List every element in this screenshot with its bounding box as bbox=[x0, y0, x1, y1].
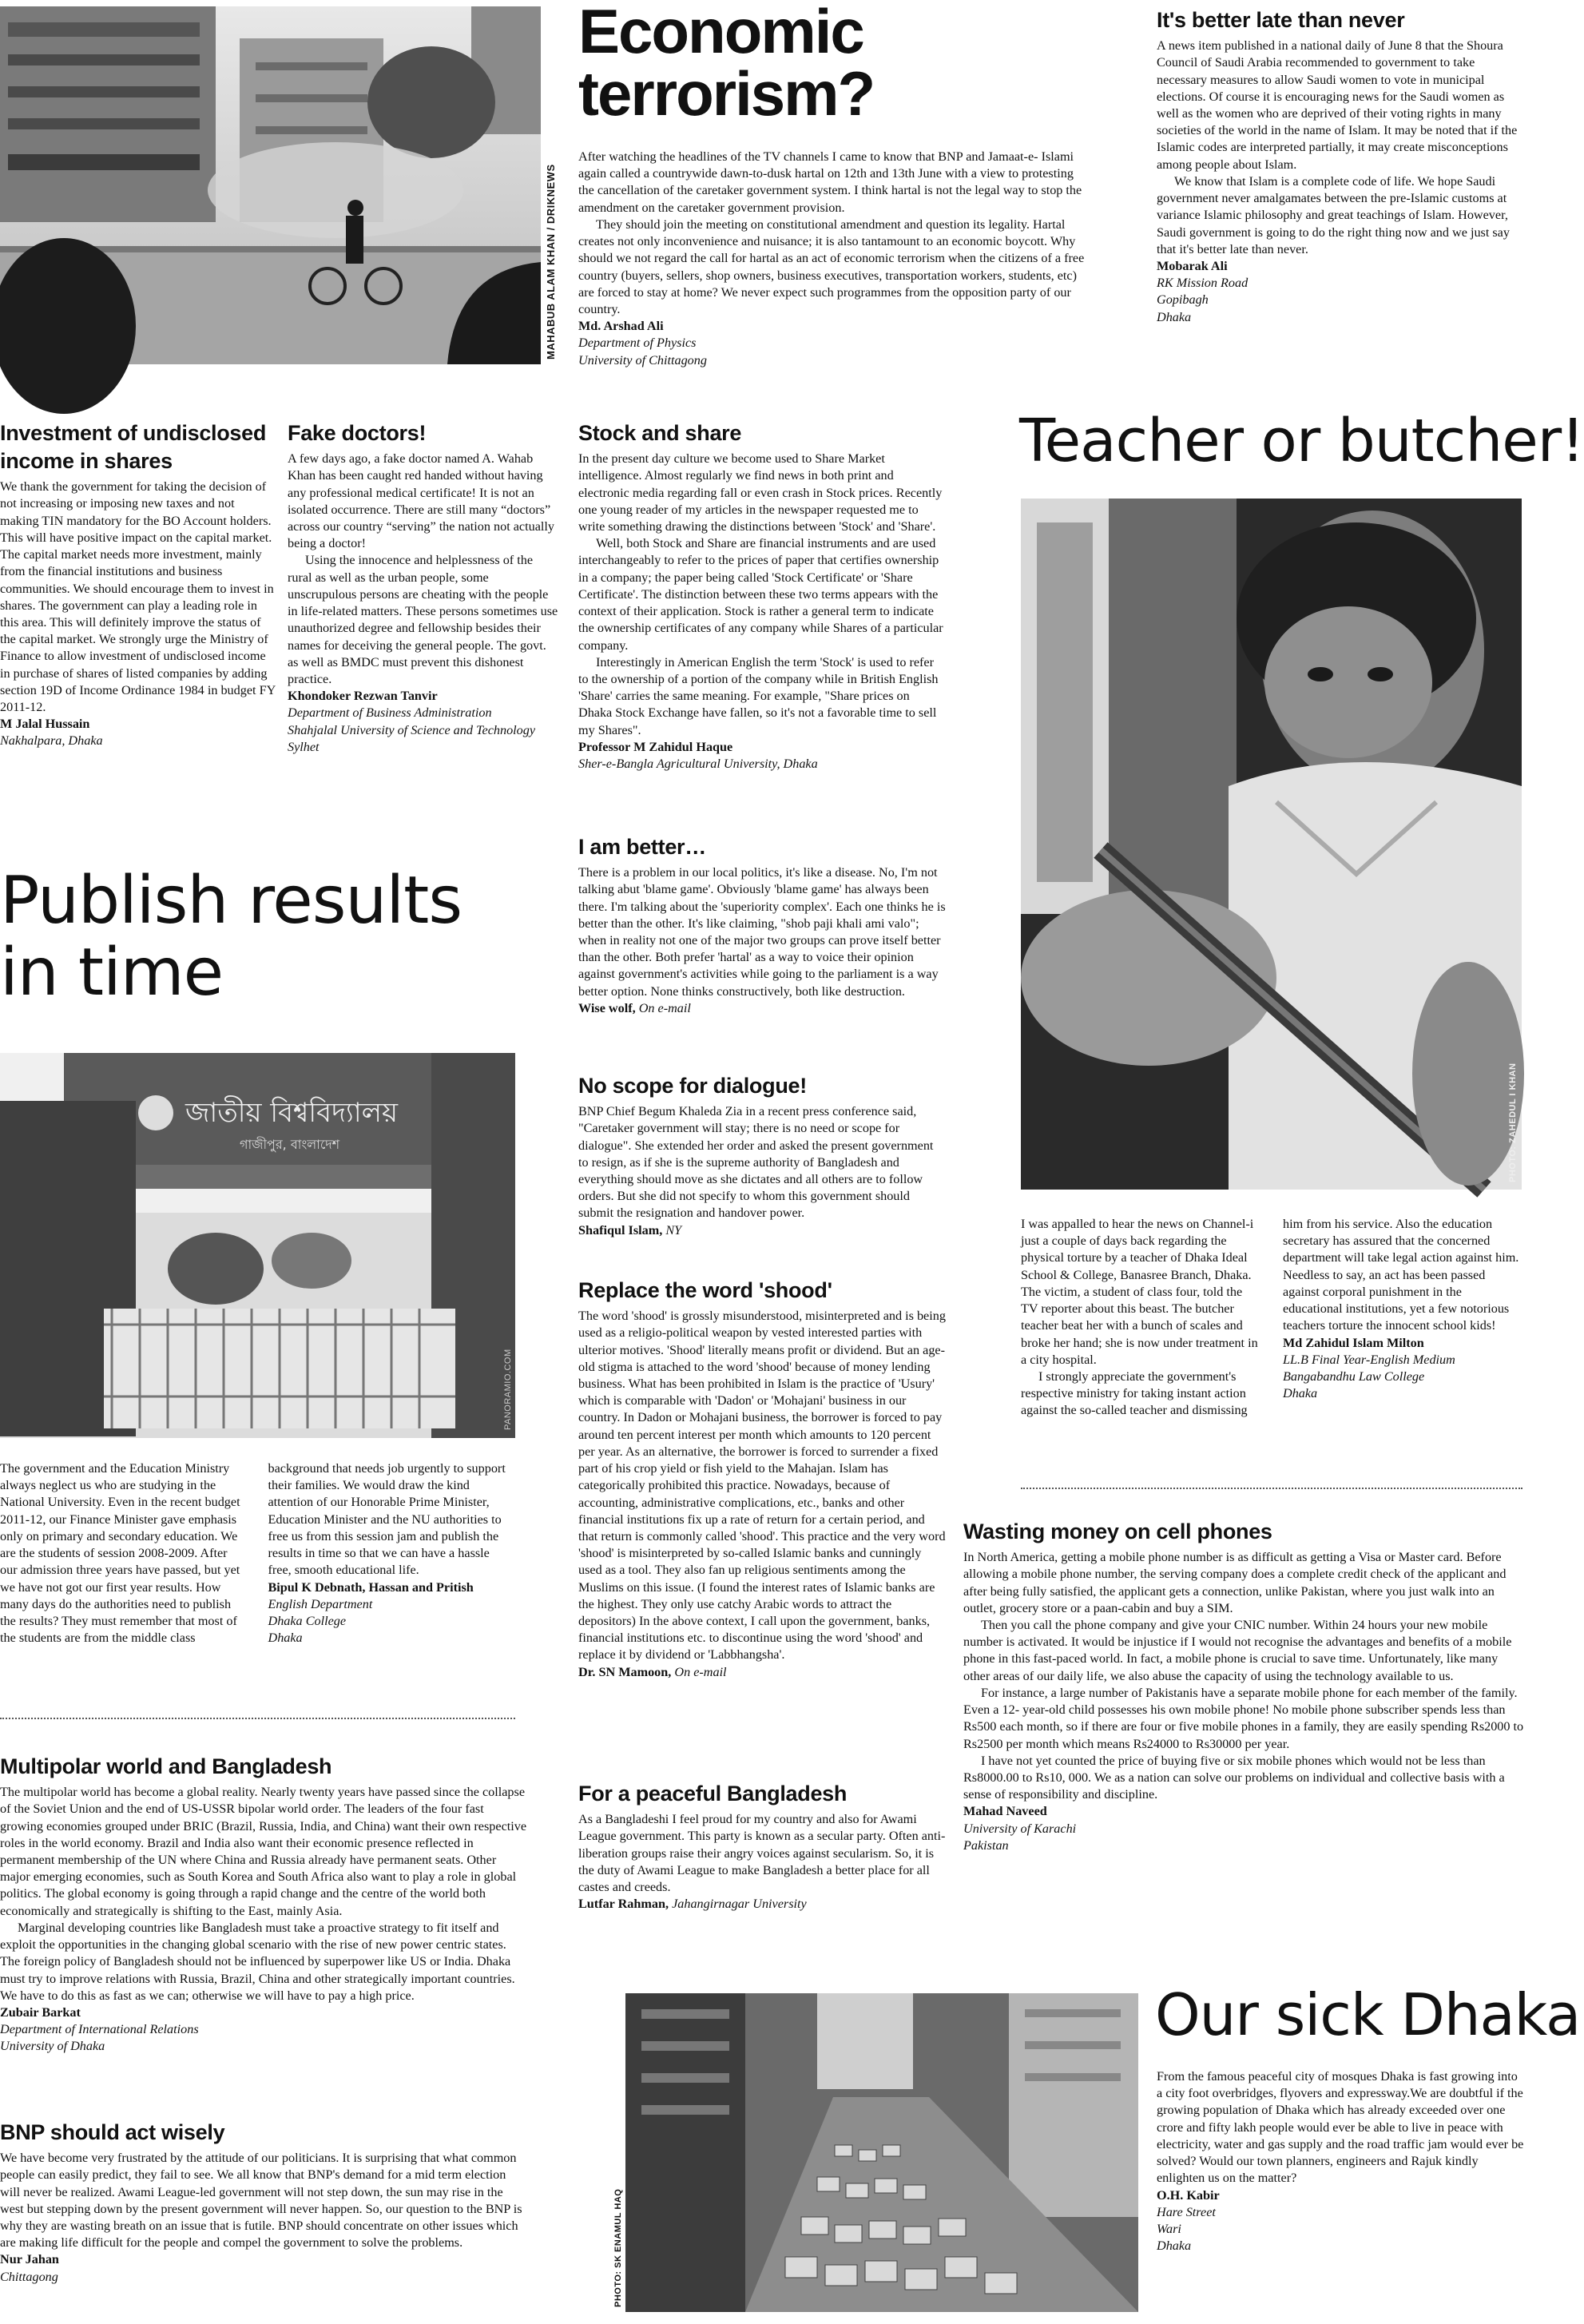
noscope-aff: NY bbox=[665, 1222, 682, 1237]
traffic-photo-credit: PHOTO: SK ENAMUL HAQ bbox=[613, 2188, 623, 2307]
dhaka-aff-3: Dhaka bbox=[1157, 2239, 1192, 2254]
shood-title: Replace the word 'shood' bbox=[578, 1278, 832, 1302]
gate-sign-subtext: গাজীপুর, বাংলাদেশ bbox=[240, 1137, 340, 1152]
better-author: Wise wolf, bbox=[578, 1000, 636, 1015]
better-letter bbox=[578, 833, 946, 1017]
noscope-author: Shafiqul Islam, bbox=[578, 1222, 663, 1237]
teacher-letter bbox=[1021, 1216, 1524, 1420]
boy-photo-credit: PHOTO: ZAHEDUL I KHAN bbox=[1508, 1063, 1518, 1182]
traffic-photo bbox=[625, 1993, 1138, 2312]
economic-aff-1: Department of Physics bbox=[578, 336, 697, 351]
teacher-author: Md Zahidul Islam Milton bbox=[1283, 1335, 1424, 1350]
teacher-divider bbox=[1021, 1488, 1522, 1489]
publish-title bbox=[0, 865, 462, 1009]
peaceful-title: For a peaceful Bangladesh bbox=[578, 1782, 848, 1806]
dhaka-author: O.H. Kabir bbox=[1157, 2187, 1220, 2203]
stock-share-letter bbox=[578, 419, 946, 773]
fake-aff-1: Department of Business Administration bbox=[288, 705, 492, 721]
multipolar-aff-1: Department of International Relations bbox=[0, 2022, 199, 2037]
better-para-1: There is a problem in our local politics, it's like a disease. No, I'm not talking abut 'blame game'. Obviously 'blame game' has always been there. I'm talking about the 'superiority complex'. Each one thinks he is better than the other. It's like claiming, "shob paji khali ami valo"; when in reality not one of the major two groups can prove itself better than the other. Both prefer 'hartal' as a way to voice their opinion against government's activities while going to the parliament is a way better option. None thinks constructively, both like destruction. bbox=[578, 865, 946, 999]
cell-author: Mahad Naveed bbox=[963, 1804, 1047, 1819]
cell-letter bbox=[963, 1518, 1524, 1854]
late-aff-3: Dhaka bbox=[1157, 309, 1192, 324]
cell-aff-2: Pakistan bbox=[963, 1837, 1009, 1853]
peaceful-aff: Jahangirnagar University bbox=[672, 1897, 807, 1912]
bnp-title: BNP should act wisely bbox=[0, 2120, 225, 2144]
noscope-letter bbox=[578, 1072, 946, 1239]
investment-letter bbox=[0, 419, 276, 750]
multipolar-author: Zubair Barkat bbox=[0, 2004, 81, 2020]
peaceful-para-1: As a Bangladeshi I feel proud for my country and also for Awami League government. This party is known as a secular party. Often anti-liberation groups raise their angry voices against secularism. So, it is the duty of Awami League to make Bangladesh a better place for all castes and creeds. bbox=[578, 1812, 946, 1894]
fake-aff-3: Sylhet bbox=[288, 739, 320, 754]
fake-para-1: A few days ago, a fake doctor named A. Wahab Khan has been caught red handed without having any professional medical certificate! It is not an isolated occurrence. There are still many “doctors” across our country “serving” the nation not actually being a doctor! bbox=[288, 451, 554, 551]
teacher-aff-1: LL.B Final Year-English Medium bbox=[1283, 1352, 1455, 1367]
cell-para-4: I have not yet counted the price of buying five or six mobile phones which would not be less than Rs8000.00 to Rs10, 000. We as a nation can solve our problems on individual and collective basis with a sense of responsibility and discipline. bbox=[963, 1753, 1505, 1802]
better-title: I am better… bbox=[578, 835, 706, 859]
gate-photo bbox=[0, 1053, 515, 1438]
economic-para-1: After watching the headlines of the TV channels I came to know that BNP and Jamaat-e- Islami again called a countrywide dawn-to-dusk hartal on 12th and 13th June with a view to protesting the cancellation of the caretaker government system. I think hartal is not the legal way to stop the amendment on the caretaker government provision. bbox=[578, 149, 1082, 215]
late-aff-1: RK Mission Road bbox=[1157, 276, 1249, 291]
dhaka-aff-1: Hare Street bbox=[1157, 2204, 1216, 2219]
cell-para-2: Then you call the phone company and give your CNIC number. Within 24 hours your new mobile number is activated. It would be injustice if I would not recognise the advantages and benefits of a mobile phone in this fast-paced world. In fact, a mobile phone is crucial to save time. Unfortunately, like many other areas of our daily life, we also abuse the capacity of using the technology available to us. bbox=[963, 1617, 1512, 1683]
teacher-aff-3: Dhaka bbox=[1283, 1386, 1318, 1401]
street-photo bbox=[0, 6, 541, 364]
bnp-author: Nur Jahan bbox=[0, 2252, 59, 2267]
gate-sign-text: জাতীয় বিশ্ববিদ্যালয় bbox=[185, 1097, 399, 1129]
investment-aff-1: Nakhalpara, Dhaka bbox=[0, 733, 103, 749]
stock-para-1: In the present day culture we become used to Share Market intelligence. Almost regularly we find news in both print and electronic media regarding fall or even crash in Stock prices. Recently one young reader of my articles in the newspaper requested me to write something drawing the distinctions between 'Stock' and 'Share'. bbox=[578, 451, 943, 534]
cell-para-1: In North America, getting a mobile phone number is as difficult as getting a Visa or Master card. Before allowing a mobile phone number, the serving company does a complete credit check of the applicant and after being fully satisfied, the applicant gets a connection, unlike Pakistan, where you just walk into an outlet, grocery store or a paan-cabin and buy a SIM. bbox=[963, 1550, 1507, 1615]
noscope-para-1: BNP Chief Begum Khaleda Zia in a recent press conference said, "Caretaker government will stay; there is no need or scope for dialogue". She extended her order and asked the present government to resign, as if she is the supreme authority of Bangladesh and everything should move as she dictates and all others are to follow orders. But she did not specify to whom this government should submit the resignation and handover power. bbox=[578, 1104, 934, 1221]
fake-author: Khondoker Rezwan Tanvir bbox=[288, 689, 438, 704]
multipolar-para-1: The multipolar world has become a global reality. Nearly twenty years have passed since the collapse of the Soviet Union and the end of US-USSR bipolar world order. The leaders of the four fast growing economies grouped under BRIC (Brazil, Russia, India, and China) want their own respective roles in the world economy. Brazil and India also want their economic presence reflected in permanent membership of the UN where China and Russia already have permanent seats. Other major emerging economies, such as South Korea and South Africa also want to play a role in global politics. The global economy is going through a rapid change and the centre of the world both economically and strategically is shifting to the East, mainly Asia. bbox=[0, 1785, 527, 1918]
shood-author: Dr. SN Mamoon, bbox=[578, 1664, 672, 1679]
stock-para-2: Well, both Stock and Share are financial instruments and are used interchangeably to refer to the prices of paper that certifies ownership in a company; the paper being called 'Stock Certificate' or 'Share Certificate'. The distinction between these two terms appears with the context of their application. Stock is rather a general term to indicate the ownership certificates of any company while Shares of a particular company. bbox=[578, 536, 943, 653]
dhaka-title: Our sick Dhaka bbox=[1155, 1981, 1581, 2048]
multipolar-aff-2: University of Dhaka bbox=[0, 2039, 105, 2054]
publish-divider bbox=[0, 1718, 515, 1719]
shood-para-1: The word 'shood' is grossly misunderstood, misinterpreted and is being used as a religio-political weapon by vested interested parties with ulterior motives. 'Shood' literally means profit or dividend. But an age-old stigma is attached to the word 'shood' because of money lending business. What has been prohibited in Islam is the practice of 'Usury' which is comparable with 'Dadon' or 'Mohajani' business in our country. In Dadon or Mohajani business, the borrower is forced to pay around ten percent interest per month which amounts to 120 percent per year. As an alternative, the borrower is forced to surrender a fixed part of his crop yield or fish yield to the Mahajan. Islam has categorically prohibited this practice. Nowadays, because of accounting, administrative complications, etc., banks and other financial institutions fix up a rate of return for a certain period, and that return is commonly called 'shood'. This practice and the very word 'shood' is misinterpreted by so-called Islamic banks and cunningly used as a tool. They also fan up religious sentiments among the Muslims on this issue. (I found the interest rates of Islamic banks are the highest. They only use catchy Arabic words to attract the depositors) In the above context, I call upon the government, banks, financial institutions etc. to discontinue using the word 'shood' and replace it by dividend or 'Labbhangsha'. bbox=[578, 1309, 946, 1663]
late-letter bbox=[1157, 6, 1518, 326]
traffic-photo-image bbox=[625, 1993, 1138, 2312]
bnp-para-1: We have become very frustrated by the attitude of our politicians. It is surprising that what common people can easily predict, they fail to see. We all know that BNP's demand for a mid term election will never be realized. Awami League-led government will not step down, the sun may rise in the west but stepping down by the present government will never happen. So, our question to the BNP is why they are wasting breath on an issue that is futile. BNP should concentrate on other issues which are making life difficult for the people and compel the government to solve the problems. bbox=[0, 2151, 522, 2251]
publish-letter bbox=[0, 1460, 515, 1647]
investment-para-1: We thank the government for taking the decision of not increasing or imposing new taxes and not making TIN mandatory for the BO Account holders. This will have positive impact on the capital market. The capital market needs more investment, mainly from the financial institutions and business communities. We should encourage them to invest in shares. The government can play a leading role in this area. This will definitely improve the status of the capital market. We strongly urge the Ministry of Finance to allow investment of undisclosed income in purchase of shares of listed companies by adding section 19D of Income Ordinance 1984 in budget FY 2011-12. bbox=[0, 479, 276, 715]
better-aff: On e-mail bbox=[638, 1000, 691, 1015]
stock-aff-1: Sher-e-Bangla Agricultural University, Dhaka bbox=[578, 757, 818, 772]
street-photo-image bbox=[0, 6, 541, 364]
fake-aff-2: Shahjalal University of Science and Technology bbox=[288, 722, 536, 737]
shood-letter bbox=[578, 1277, 946, 1681]
street-photo-credit: MAHABUB ALAM KHAN / DRIKNEWS bbox=[545, 164, 557, 360]
multipolar-para-2: Marginal developing countries like Bangladesh must take a proactive strategy to fit itself and exploit the opportunities in the changing global scenario with the rise of new power centric states. The foreign policy of Bangladesh should not be influenced by superpower like US or India. Dhaka must try to improve relations with Russia, Brazil, China and other strategically important countries. We have to do this as fast as we can; otherwise we will have to pay a high price. bbox=[0, 1920, 515, 2003]
stock-title: Stock and share bbox=[578, 421, 742, 445]
fake-doctors-letter bbox=[288, 419, 559, 756]
bnp-aff-1: Chittagong bbox=[0, 2269, 58, 2284]
dhaka-aff-2: Wari bbox=[1157, 2221, 1181, 2236]
economic-author: Md. Arshad Ali bbox=[578, 319, 664, 334]
publish-title-line-1: Publish results bbox=[0, 863, 462, 939]
investment-author: M Jalal Hussain bbox=[0, 717, 90, 732]
stock-author: Professor M Zahidul Haque bbox=[578, 739, 733, 754]
publish-para-1: The government and the Education Ministry always neglect us who are studying in the National University. Even in the recent budget 2011-12, our Finance Minister gave emphasis only on primary and secondary education. We are the students of session 2008-2009. After our admission three years have passed, but yet we have not got our first year results. How many days do the authorities need to publish the results? They must remember that most of the students are from the middle class background that needs job urgently to support their families. We would draw the kind attention of our Honorable Prime Minister, Education Minister and the NU authorities to free us from this session jam and publish the results in time so that we can have a hassle free, smooth educational life. bbox=[0, 1461, 506, 1646]
dhaka-para-1: From the famous peaceful city of mosques Dhaka is fast growing into a city foot overbridges, flyovers and expressway.We are doubtful if the growing population of Dhaka which has already exceeded over one crore and fifty lakh people would ever be able to live in peace with electricity, water and gas supply and the road traffic jam would ever be solved? Would our town planners, engineers and Rajuk kindly enlighten us on the matter? bbox=[1157, 2069, 1524, 2186]
publish-aff-2: Dhaka College bbox=[268, 1613, 347, 1628]
publish-title-line-2: in time bbox=[0, 935, 224, 1011]
stock-para-3: Interestingly in American English the term 'Stock' is used to refer to the ownership of a portion of the company while in British English 'Share' carries the same meaning. For example, "Share prices on Dhaka Stock Exchange have fallen, so it's not a favorable time to sell my Shares". bbox=[578, 654, 939, 737]
cell-aff-1: University of Karachi bbox=[963, 1821, 1077, 1836]
late-para-2: We know that Islam is a complete code of life. We hope Saudi government never amalgamates between the pre-Islamic customs at variance Islamic philosophy and great teachings of Islam. However, Saudi government is going to do the right thing now and we just say that it's better late than never. bbox=[1157, 173, 1510, 256]
shood-aff: On e-mail bbox=[674, 1664, 727, 1679]
publish-aff-1: English Department bbox=[268, 1596, 373, 1611]
economic-aff-2: University of Chittagong bbox=[578, 352, 707, 367]
fake-para-2: Using the innocence and helplessness of the rural as well as the urban people, some unscrupulous persons are cheating with the people in life-related matters. These persons sometimes use unauthorized degree and fellowship besides their names for deceiving the general people. The govt. as well as BMDC must prevent this dishonest practice. bbox=[288, 553, 558, 686]
gate-photo-image bbox=[0, 1053, 515, 1438]
peaceful-author: Lutfar Rahman, bbox=[578, 1897, 669, 1912]
boy-photo bbox=[1021, 499, 1522, 1190]
teacher-para-1: I was appalled to hear the news on Channel-i just a couple of days back regarding the physical torture by a teacher of Dhaka Ideal School & College, Banasree Branch, Dhaka. The victim, a student of class four, told the TV reporter about this beast. The butcher teacher beat her with a bunch of scales and broke her hand; she is now under treatment in a city hospital. bbox=[1021, 1217, 1258, 1367]
peaceful-letter bbox=[578, 1780, 946, 1913]
economic-terrorism-letter bbox=[578, 0, 1090, 369]
cell-para-3: For instance, a large number of Pakistanis have a separate mobile phone for each member of the family. Even a 12- year-old child possesses his own mobile phone! No mobile phone subscriber spends less than Rs500 each month, so if there are four or five mobile phones in a family, they are easily spending Rs2000 to Rs2500 per month which means Rs24000 to Rs30000 per year. bbox=[963, 1685, 1524, 1751]
multipolar-letter bbox=[0, 1753, 527, 2056]
boy-photo-image bbox=[1021, 499, 1522, 1190]
late-author: Mobarak Ali bbox=[1157, 258, 1228, 273]
bnp-letter bbox=[0, 2119, 527, 2286]
publish-aff-3: Dhaka bbox=[268, 1631, 303, 1646]
teacher-title: Teacher or butcher! bbox=[1019, 407, 1584, 475]
noscope-title: No scope for dialogue! bbox=[578, 1074, 807, 1098]
teacher-para-2: I strongly appreciate the government's respective ministry for taking instant action against the so-called teacher and dismissing him from his service. Also the education secretary has assured that the concerned department will take legal action against him. Needless to say, an act has been passed against corporal punishment in the educational institutions, yet a few notorious teachers torture the innocent school kids! bbox=[1021, 1217, 1519, 1418]
late-title: It's better late than never bbox=[1157, 8, 1405, 32]
investment-title: Investment of undisclosed income in shares bbox=[0, 421, 267, 474]
fake-title: Fake doctors! bbox=[288, 421, 427, 445]
teacher-aff-2: Bangabandhu Law College bbox=[1283, 1369, 1425, 1384]
gate-photo-credit: PANORAMIO.COM bbox=[503, 1349, 513, 1430]
publish-author: Bipul K Debnath, Hassan and Pritish bbox=[268, 1579, 474, 1595]
late-para-1: A news item published in a national daily of June 8 that the Shoura Council of Saudi Arabia recommended to government to take necessary measures to allow Saudi women to vote in municipal elections. Of course it is encouraging news for the Saudi women as well as the women who are deprived of their voting rights in many societies of the world in the name of Islam. It may be noted that if the Islamic codes are interpreted partially, it may create misconceptions among people about Islam. bbox=[1157, 38, 1518, 172]
economic-para-2: They should join the meeting on constitutional amendment and question its legality. Hartal creates not only inconvenience and nuisance; it is also tantamount to an economic boycott. Why should we not regard the call for hartal as an act of economic terrorism when the citizens of a free country (buyers, sellers, shop owners, business executives, transportation workers, students, etc) are forced to stay at home? We never expect such programmes from the opposition party of our country. bbox=[578, 217, 1085, 316]
late-aff-2: Gopibagh bbox=[1157, 292, 1209, 308]
cell-title: Wasting money on cell phones bbox=[963, 1520, 1272, 1543]
economic-title: Economic terrorism? bbox=[578, 0, 875, 129]
dhaka-letter bbox=[1157, 2068, 1524, 2254]
multipolar-title: Multipolar world and Bangladesh bbox=[0, 1754, 332, 1778]
